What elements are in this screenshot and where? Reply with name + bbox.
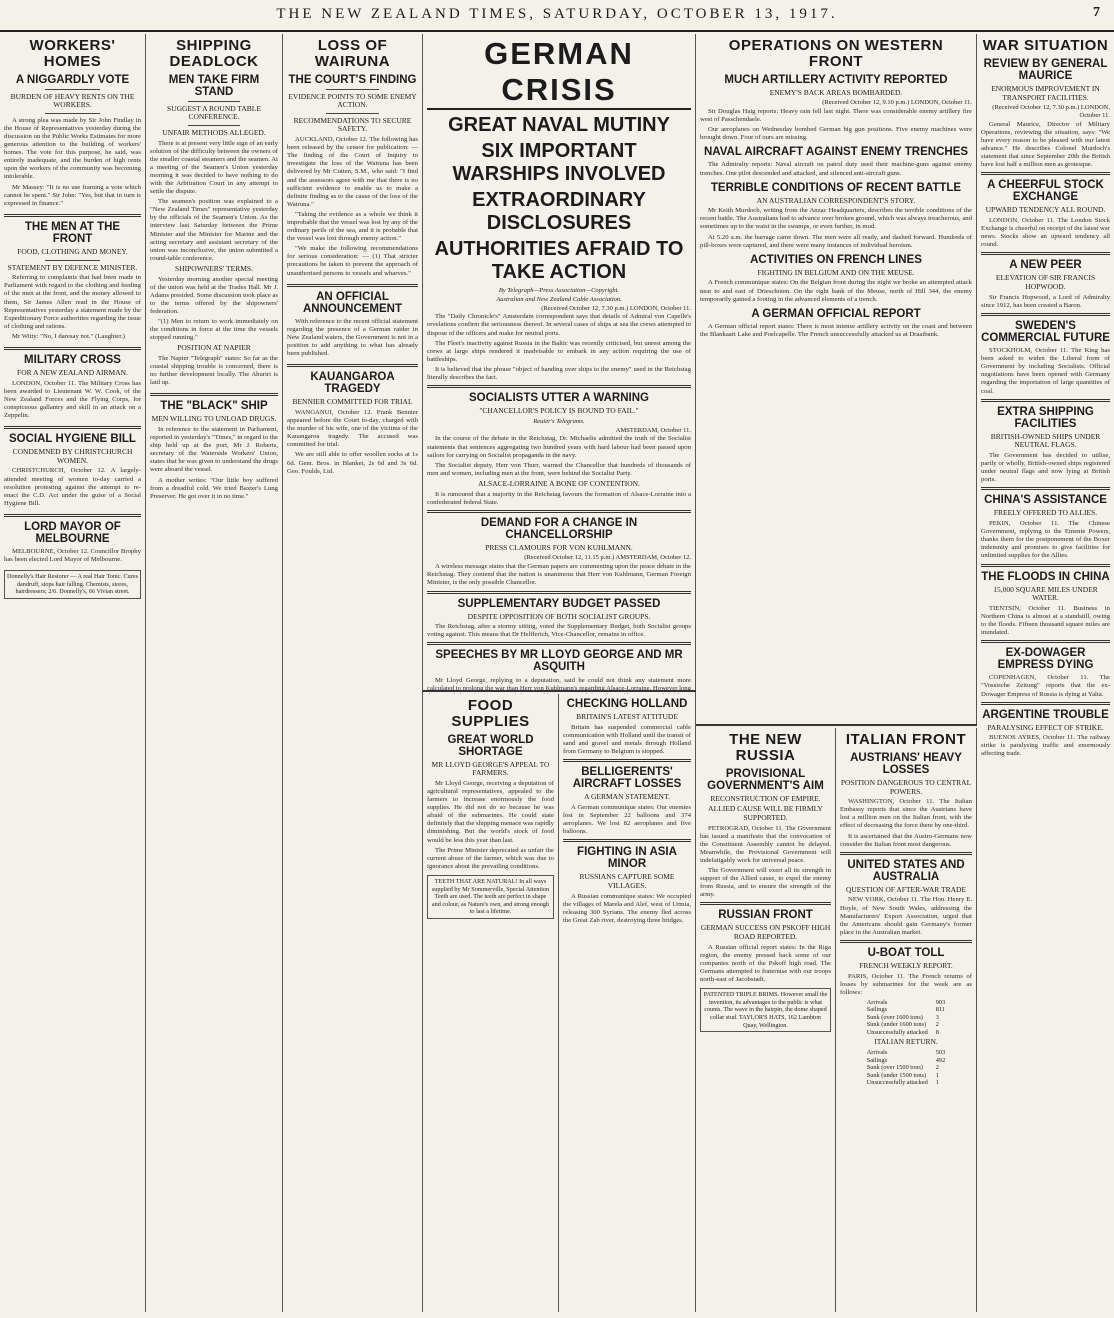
crosshead: ITALIAN RETURN. xyxy=(874,1037,938,1047)
paragraph: PETROGRAD, October 11. The Government has issued a manifesto that the convocation of the Constituent Assembly cannot be delayed. Meanwhile, the Provisional Government will indefatigably work for universal peace. xyxy=(700,824,831,864)
masthead xyxy=(0,0,1114,32)
section-divider xyxy=(563,759,691,762)
deck: BURDEN OF HEAVY RENTS ON THE WORKERS. xyxy=(10,91,135,110)
headline: EX-DOWAGER EMPRESS DYING xyxy=(997,647,1094,672)
section-rule xyxy=(423,690,696,692)
column-war-situation xyxy=(977,34,1114,1312)
paragraph: Our aeroplanes on Wednesday bombed German big gun positions. Five enemy machines were brought down. Four of ours are missing. xyxy=(700,126,972,142)
section-divider xyxy=(981,399,1110,402)
dateline: (Received October 12, 7.30 p.m.) LONDON, October 11. xyxy=(541,304,691,312)
headline: THE FLOODS IN CHINA xyxy=(981,570,1110,583)
divider xyxy=(45,113,100,114)
byline: Australian and New Zealand Cable Association. xyxy=(496,295,622,303)
deck: BRITISH-OWNED SHIPS UNDER NEUTRAL FLAGS. xyxy=(990,431,1101,450)
deck: CONDEMNED BY CHRISTCHURCH WOMEN. xyxy=(12,447,133,465)
byline: Reuter's Telegrams. xyxy=(533,417,585,425)
section-divider xyxy=(981,640,1110,643)
deck: UPWARD TENDENCY ALL ROUND. xyxy=(985,205,1106,215)
paragraph: Britain has suspended commercial cable communication with Holland until the transit of sand and gravel and metals through Holland from Germany to Belgium is stopped. xyxy=(563,723,691,755)
deck: MR LLOYD GEORGE'S APPEAL TO FARMERS. xyxy=(431,759,550,778)
article-military-cross xyxy=(4,354,141,420)
section-divider xyxy=(427,591,691,594)
headline: SOCIAL HYGIENE BILL xyxy=(9,433,136,446)
table-cell: Sailings xyxy=(866,1056,888,1064)
section-divider xyxy=(150,393,278,396)
paragraph: The Admiralty reports: Naval aircraft on patrol duty used their machine-guns against enemy trenches. One pilot descended and attacked, and silenced anti-aircraft guns. xyxy=(700,161,972,177)
paragraph: A French communique states: On the Belgian front during the night we broke an attempted attack near to and east of Drieschoten. On the right bank of the Meuse, north of Hill 344, the enemy temporarily gained a footing in the advanced elements of a trench. xyxy=(700,279,972,303)
section-divider xyxy=(700,902,831,905)
headline: AN OFFICIAL ANNOUNCEMENT xyxy=(302,290,403,315)
deck: SUGGEST A ROUND TABLE CONFERENCE. xyxy=(167,103,261,122)
table-cell: 492 xyxy=(935,1056,946,1064)
deck: MEN WILLING TO UNLOAD DRUGS. xyxy=(151,414,277,424)
paragraph: PARIS, October 11. The French returns of losses by submarines for the week are as follows: xyxy=(840,972,972,996)
paragraph: There is at present very little sign of an early solution of the difficulty between the owners of the smaller coastal steamers and the seamen. At a meeting of the Seamen's Union yesterday morning it was decided to have nothing to do with the Arbitration Court in any attempt to settle the dispute. xyxy=(150,139,278,196)
headline: SHIPPING DEADLOCK xyxy=(169,37,259,70)
table-cell: Sunk (under 1600 tons) xyxy=(866,1021,927,1029)
headline: UNITED STATES AND AUSTRALIA xyxy=(847,858,965,883)
paragraph: In reference to the statement in Parliament, reported in yesterday's "Times," in regard to the ship held up at the port, Mr J. Roberts, secretary of the Waterside Workers' Union, states that he was given to understand the drugs were aboard the vessel. xyxy=(150,425,278,474)
deck: BENNIER COMMITTED FOR TRIAL xyxy=(292,397,413,407)
deck: RECONSTRUCTION OF EMPIRE. xyxy=(710,793,821,803)
paragraph: A Russian communique states: We occupied the villages of Marela and Alef, west of Urmia, releasing 300 Syrians. The enemy fled across the Great Zab river, destroying three bridges. xyxy=(563,892,691,924)
paragraph: The Fleet's inactivity against Russia in the Baltic was recently criticised, but unrest among the crews at large ships rendered it inadvisable to embark in any action requiring the use of battleships. xyxy=(427,339,691,363)
paragraph: We are still able to offer woollen socks at 1s 6d. Gent. Bros. in Blanket, 2s 6d and 3s 6d. Geo. Foulds, Ltd. xyxy=(287,451,418,475)
deck: FOOD, CLOTHING AND MONEY. xyxy=(17,246,128,256)
paragraph: Sir Douglas Haig reports: Heavy rain fell last night. There was considerable enemy artillery fire west of Passchendaele. xyxy=(700,107,972,124)
deck: 15,000 SQUARE MILES UNDER WATER. xyxy=(993,584,1098,603)
paragraph: "We make the following recommendations for serious consideration: — (1) That stricter precautions be taken to prevent the approach of unauthorised persons to vessels and wharves." xyxy=(287,245,418,277)
section-divider xyxy=(4,214,141,217)
headline: SOCIALISTS UTTER A WARNING xyxy=(469,392,649,405)
headline: SUPPLEMENTARY BUDGET PASSED xyxy=(457,597,661,610)
table-cell: Arrivals xyxy=(866,1049,888,1056)
section-divider xyxy=(4,426,141,429)
crosshead: ALSACE-LORRAINE A BONE OF CONTENTION. xyxy=(478,478,640,488)
paragraph: Mr Witty: "No, I daresay not." (Laughter.) xyxy=(12,332,125,340)
deck: ENEMY'S BACK AREAS BOMBARDED. xyxy=(769,87,903,97)
paragraph: At 5.20 a.m. the barrage came down. The men were all ready, and dashed forward. Hundreds of pill-boxes were captured, and there were many instances of individual heroism. xyxy=(700,233,972,249)
headline: WORKERS' HOMES xyxy=(29,37,116,70)
paragraph: The Napier "Telegraph" states: So far as the coastal shipping trouble is concerned, there is no further development locally. The Ahuriri is laid up. xyxy=(150,354,278,387)
section-divider xyxy=(4,514,141,517)
headline: THE MEN AT THE FRONT xyxy=(24,220,121,245)
paragraph: AUCKLAND, October 12. The following has been released by the censor for publication: — The finding of the Court of Inquiry to investigate the loss of the Wairuna has been delivered by Mr Cutten, S.M., who said: "I find and the assessors agree with me that there is no sufficient evidence to enable us to make a definite finding as to the cause of the loss of the Wairuna." xyxy=(287,136,418,208)
table-row xyxy=(863,1079,949,1087)
section-divider xyxy=(4,347,141,350)
headline: A GERMAN OFFICIAL REPORT xyxy=(751,307,921,320)
subheadline: MEN TAKE FIRM STAND xyxy=(168,73,260,98)
byline: By Telegraph—Press Association—Copyright. xyxy=(498,287,620,294)
dateline: (Received October 12, 9.10 p.m.) LONDON, October 11. xyxy=(822,99,972,107)
table-cell: Sailings xyxy=(866,1006,888,1014)
deck: ELEVATION OF SIR FRANCIS HOPWOOD. xyxy=(995,273,1096,292)
table-row xyxy=(863,999,949,1007)
table-cell: 2 xyxy=(935,1064,939,1071)
section-divider xyxy=(981,564,1110,567)
headline: A CHEERFUL STOCK EXCHANGE xyxy=(987,179,1104,204)
paragraph: BUENOS AYRES, October 11. The railway strike is paralysing traffic and enormously affecting trade. xyxy=(981,734,1110,758)
paragraph: A Russian official report states: In the Riga region, the enemy pressed back some of our companies north of the Pskoff high road. The Germans attempted to fraternise with our troops north-east of Jacobstadt. xyxy=(700,943,831,984)
deck: EVIDENCE POINTS TO SOME ENEMY ACTION. xyxy=(288,91,417,110)
headline: CHECKING HOLLAND xyxy=(566,698,688,710)
headline: NAVAL AIRCRAFT AGAINST ENEMY TRENCHES xyxy=(703,146,969,159)
paragraph: The Prime Minister deprecated as unfair the current abuse of the farmer, which was due to ignorance about the prevailing conditions. xyxy=(427,846,554,870)
masthead-title: THE NEW ZEALAND TIMES, SATURDAY, OCTOBER 13, 1917. xyxy=(276,6,838,22)
table-cell: Sunk (under 1500 tons) xyxy=(866,1071,927,1079)
headline: BELLIGERENTS' AIRCRAFT LOSSES xyxy=(572,766,682,791)
subheadline: A NIGGARDLY VOTE xyxy=(15,73,130,86)
subheadline: PROVISIONAL GOVERNMENT'S AIM xyxy=(707,767,824,792)
headline-deck: SIX IMPORTANT WARSHIPS INVOLVED xyxy=(452,140,666,185)
section-divider xyxy=(427,385,691,388)
deck: FREELY OFFERED TO ALLIES. xyxy=(993,508,1098,518)
paragraph: PEKIN, October 11. The Chinese Government, replying to the Entente Powers, thanks them for the postponement of the Boxer indemnity and promises to give facilities for unlimited supplies for the Allies. xyxy=(981,520,1110,560)
article-loss-of-wairuna xyxy=(287,38,418,278)
deck: AN AUSTRALIAN CORRESPONDENT'S STORY. xyxy=(756,195,916,205)
paragraph: "Taking the evidence as a whole we think it improbable that the vessel was lost by any of the ordinary perils of the sea, and it is probable that the vessel was lost through enemy action." xyxy=(287,210,418,243)
paragraph: CHRISTCHURCH, October 12. A largely-attended meeting of women to-day carried a resolution protesting against the attempt to re-enact the C.D. Act under the guise of a Social Hygiene Bill. xyxy=(4,467,141,507)
divider xyxy=(188,101,239,102)
table-cell: 811 xyxy=(935,1006,945,1014)
paragraph: Mr Lloyd George, receiving a deputation of agricultural representatives, appealed to the farmers to increase enormously the food supplies. He did not do so because he was afraid of the submarines. He could state definitely that the shipping menace was rapidly diminishing. But the world's stock of food would be less this year than last. xyxy=(427,779,554,844)
headline: SPEECHES BY MR LLOYD GEORGE AND MR ASQUITH xyxy=(435,649,683,674)
divider xyxy=(45,89,100,90)
paragraph: The Government has decided to utilise, partly or wholly, British-owned ships registered under neutral flags and now lying at British ports. xyxy=(981,451,1110,484)
table-row xyxy=(863,1006,949,1014)
table-cell: Unsuccessfully attacked xyxy=(866,1079,928,1086)
section-divider xyxy=(981,702,1110,705)
subheadline: MUCH ARTILLERY ACTIVITY REPORTED xyxy=(724,73,948,86)
table-cell: Sunk (over 1500 tons) xyxy=(866,1064,923,1071)
dateline: (Received October 12, 7.30 p.m.) LONDON, October 11. xyxy=(992,104,1110,119)
headline: LORD MAYOR OF MELBOURNE xyxy=(24,520,121,545)
table-row xyxy=(863,1057,949,1065)
page-number: 7 xyxy=(1093,5,1100,20)
deck: FOR A NEW ZEALAND AIRMAN. xyxy=(17,368,128,378)
table-cell: Unsuccessfully attacked xyxy=(866,1028,928,1036)
column-german-crisis xyxy=(423,34,696,694)
headline: OPERATIONS ON WESTERN FRONT xyxy=(728,37,944,70)
paragraph: A German communique states: Our enemies lost in September 22 balloons and 374 aeroplanes. We lost 82 aeroplanes and five balloons. xyxy=(563,803,691,836)
paragraph: Mr Lloyd George, replying to a deputation, said he could not think any statement more calculated to prolong the war than Herr von Kuhlmann's regarding Alsace-Lorraine. However long xyxy=(427,676,691,692)
paragraph: WANGANUI, October 12. Frank Bennier appeared before the Court to-day, charged with the murder of his wife, one of the victims of the Kauangaroa tragedy. The accused was committed for trial. xyxy=(287,409,418,449)
paragraph: A strong plea was made by Sir John Findlay in the House of Representatives yesterday during the discussion on the Public Works Estimates for more generous attention to the building of workers' homes. The vote for this purpose, he said, was entirely inadequate, and the burden of high rents upon the workers of the community was becoming intolerable. xyxy=(4,116,141,181)
headline: THE "BLACK" SHIP xyxy=(160,400,268,413)
table-cell: 1 xyxy=(935,1079,939,1086)
paragraph: The Reichstag, after a stormy sitting, voted the Supplementary Budget, both Socialist groups voting against. This means that Dr Helfferich, Vice-Chancellor, remains in office. xyxy=(427,623,691,639)
paragraph: Sir Francis Hopwood, a Lord of Admiralty since 1912, has been created a Baron. xyxy=(981,293,1110,309)
section-divider xyxy=(287,284,418,287)
section-divider xyxy=(427,642,691,645)
deck: RECOMMENDATIONS TO SECURE SAFETY. xyxy=(293,115,412,134)
column-2 xyxy=(146,34,283,1312)
section-divider xyxy=(563,839,691,842)
article-shipping-deadlock xyxy=(150,38,278,387)
headline: U-BOAT TOLL xyxy=(867,946,945,959)
column-1 xyxy=(0,34,146,1312)
deck: RUSSIANS CAPTURE SOME VILLAGES. xyxy=(579,872,675,890)
headline: FOOD SUPPLIES xyxy=(451,697,530,730)
paragraph: Referring to complaints that had been made in Parliament with regard to the clothing and feeding of the men at the front, and the money allowed to them, Sir James Allen read in the House of Representatives yesterday a statement made by the Expeditionary Force authorities regarding the issue of clothing and rations. xyxy=(4,274,141,330)
advertisement: PATENTED TRIPLE BRIMS. However small the invention, its advantages to the public is what counts. The wave in the hairpin, the dome shaped collar stud. TAYLOR'S HATS, 162 Lambton Quay, Wellington. xyxy=(700,988,831,1032)
headline: EXTRA SHIPPING FACILITIES xyxy=(997,405,1094,430)
article-official-announcement xyxy=(287,291,418,359)
paragraph: Mr Massey: "It is no use framing a vote which cannot be spent." Sir John: "Yes, but that in turn is expressed in finance." xyxy=(4,183,141,207)
headline: ITALIAN FRONT xyxy=(845,731,967,748)
headline: WAR SITUATION xyxy=(982,37,1109,54)
section-divider xyxy=(287,364,418,367)
dateline: (Received October 12, 11.15 p.m.) AMSTERDAM, October 12. xyxy=(524,554,691,562)
table-cell: 3 xyxy=(935,1013,939,1021)
paragraph: The Government will exert all its strength in support of the Allied cause, to expel the enemy from Russia, and to ensure the strength of the army. xyxy=(700,866,831,899)
paragraph: The Socialist deputy, Herr von Thurr, warned the Chancellor that hundreds of thousands of men and women, including men at the front, were behind the Socialist Party. xyxy=(427,461,691,477)
article-kauangaroa xyxy=(287,371,418,476)
paragraph: LONDON, October 11. The London Stock Exchange is cheerful on receipt of the latest war news. Stocks show an upward tendency all round. xyxy=(981,217,1110,249)
column-checking-holland xyxy=(559,694,696,1312)
section-divider xyxy=(981,252,1110,255)
paragraph: STOCKHOLM, October 11. The King has been asked to widen the Liberal form of Government by including Socialists. Official negotiations have been opened with Germany regarding the importation of large quantities of coal. xyxy=(981,347,1110,395)
section-rule xyxy=(696,724,977,726)
italian-return-table xyxy=(863,1049,949,1087)
headline: THE NEW RUSSIA xyxy=(729,731,802,764)
paragraph: A mother writes: "Our little boy suffered from a dreadful cold. We tried Baxter's Lung Preserver. He got over it in no time." xyxy=(150,476,278,500)
section-divider xyxy=(840,852,972,855)
subheadline: GREAT WORLD SHORTAGE xyxy=(447,733,534,758)
headline: SWEDEN'S COMMERCIAL FUTURE xyxy=(981,319,1110,344)
divider xyxy=(188,125,239,126)
advertisement: TEETH THAT ARE NATURAL! In all ways supplied by Mr Sommerville, Special Attention Teeth are used. The teeth are perfect in shape and colour, as Nature's own, and strong enough to last a lifetime. xyxy=(427,875,554,919)
column-3 xyxy=(283,34,423,1312)
lead-headline: GERMAN CRISIS xyxy=(427,36,691,110)
table-row xyxy=(863,1029,949,1037)
section-divider xyxy=(981,487,1110,490)
table-cell: Arrivals xyxy=(866,998,888,1006)
paragraph: TIENTSIN, October 11. Business in Northern China is almost at a standstill, owing to the floods. Fifteen thousand square miles are inundated. xyxy=(981,604,1110,637)
paragraph: It is ascertained that the Austro-Germans now consider the Italian front most dangerous. xyxy=(840,832,972,848)
article-men-at-front xyxy=(4,221,141,341)
table-cell: 1 xyxy=(935,1071,939,1079)
section-divider xyxy=(427,510,691,513)
headline-deck: EXTRAORDINARY DISCLOSURES xyxy=(472,189,646,234)
table-cell: 2 xyxy=(935,1021,939,1029)
subheadline: AUSTRIANS' HEAVY LOSSES xyxy=(850,751,962,776)
deck: FRENCH WEEKLY REPORT. xyxy=(859,960,953,970)
section-divider xyxy=(981,172,1110,175)
paragraph: In the course of the debate in the Reichstag, Dr. Michaelis admitted the truth of the Socialist statements that sentences aggregating two hundred years with hard labour had been passed upon sailors for carrying on Socialist propaganda in the navy. xyxy=(427,435,691,459)
headline: FIGHTING IN ASIA MINOR xyxy=(577,846,677,871)
headline: MILITARY CROSS xyxy=(24,353,121,366)
paragraph: WASHINGTON, October 11. The Italian Embassy reports that since the Austrians have lost a million men on the Italian front, with the effect of decreasing the force there by one-third. xyxy=(840,798,972,830)
table-row xyxy=(863,1072,949,1080)
subheadline: THE COURT'S FINDING xyxy=(288,73,417,86)
table-cell: Sunk (over 1600 tons) xyxy=(866,1013,923,1021)
section-divider xyxy=(981,313,1110,316)
crosshead: POSITION AT NAPIER xyxy=(177,343,251,353)
divider xyxy=(45,260,100,261)
deck: "CHANCELLOR'S POLICY IS BOUND TO FAIL." xyxy=(479,406,639,416)
table-cell: 8 xyxy=(935,1028,939,1036)
deck: ALLIED CAUSE WILL BE FIRMLY SUPPORTED. xyxy=(708,804,823,822)
deck: POSITION DANGEROUS TO CENTRAL POWERS. xyxy=(840,777,972,796)
crosshead: SHIPOWNERS' TERMS. xyxy=(175,263,253,273)
headline: RUSSIAN FRONT xyxy=(718,909,813,922)
headline-deck: AUTHORITIES AFRAID TO TAKE ACTION xyxy=(434,238,684,283)
paragraph: The "Daily Chronicle's" Amsterdam correspondent says that details of Admiral von Capelle's revelations confirm the seriousness thereof. In several cases of ships at sea the crews attempted to dispose of the officers and make for neutral ports. xyxy=(427,313,691,337)
table-cell: 503 xyxy=(935,1049,946,1056)
paragraph: It is rumoured that a majority in the Reichstag favours the formation of Alsace-Lorraine into a confederated federal State. xyxy=(427,490,691,506)
deck: A GERMAN STATEMENT. xyxy=(584,792,670,802)
headline: TERRIBLE CONDITIONS OF RECENT BATTLE xyxy=(710,181,962,194)
table-row xyxy=(863,1049,949,1057)
paragraph: It is believed that the phrase "object of handing over ships to the enemy" used in the Reichstag literally describes the fact. xyxy=(427,365,691,382)
deck: BRITAIN'S LATEST ATTITUDE xyxy=(576,712,678,722)
deck: FIGHTING IN BELGIUM AND ON THE MEUSE. xyxy=(757,267,915,277)
headline: A NEW PEER xyxy=(1009,259,1082,272)
paragraph: A wireless message states that the German papers are commenting upon the peace debate in the Reichstag. They contend that the nation is unanimous that Herr von Kuhlmann, German Foreign Minister, is the only possible Chancellor. xyxy=(427,563,691,587)
paragraph: "(1) Men to return to work immediately on the conditions in force at the time the vessels stopped running." xyxy=(150,318,278,342)
advertisement: Donnelly's Hair Restorer — A real Hair Tonic. Cures dandruff, stops hair falling. Chemists, stores, hairdressers; 2/6. Donnelly's, 66 Vivian street. xyxy=(4,570,141,599)
deck: PARALYSING EFFECT OF STRIKE. xyxy=(987,722,1104,732)
subheadline: REVIEW BY GENERAL MAURICE xyxy=(983,57,1108,82)
dateline: AMSTERDAM, October 11. xyxy=(615,426,691,434)
article-lord-mayor xyxy=(4,521,141,564)
deck: STATEMENT BY DEFENCE MINISTER. xyxy=(7,262,138,272)
section-divider xyxy=(840,940,972,943)
article-black-ship xyxy=(150,400,278,501)
uboat-table xyxy=(863,999,949,1037)
column-food-supplies xyxy=(423,694,559,1312)
headline: ARGENTINE TROUBLE xyxy=(982,708,1109,721)
paragraph: Yesterday morning another special meeting of the union was held at the Trades Hall. Mr J. Adams presided. Some discussion took place as to the terms offered by the shipowners' federation. xyxy=(150,275,278,315)
table-cell: 903 xyxy=(935,998,946,1006)
paragraph: Mr Keith Murdoch, writing from the Anzac Headquarters, describes the terrible conditions of the recent battle. The Australians had to advance over broken ground, which was always treacherous, and sometimes up to the waist in the swamps, or even further, in mud. xyxy=(700,207,972,231)
table-row xyxy=(863,1014,949,1022)
column-new-russia xyxy=(696,728,836,1312)
paragraph: COPENHAGEN, October 11. The "Vossische Zeitung" reports that the ex-Dowager Empress of Russia is dying at Yalta. xyxy=(981,674,1110,698)
divider xyxy=(326,89,378,90)
deck: UNFAIR METHODS ALLEGED. xyxy=(162,127,266,137)
deck: ENORMOUS IMPROVEMENT IN TRANSPORT FACILITIES. xyxy=(991,83,1100,102)
headline: CHINA'S ASSISTANCE xyxy=(984,494,1107,507)
table-row xyxy=(863,1021,949,1029)
paragraph: General Maurice, Director of Military Operations, reviewing the situation, says: "We have every reason to be pleased with our latest advance." He describes Colonel Murdoch's statement that since September 20th the British have lost half a million men as grotesque. xyxy=(981,120,1110,169)
headline: DEMAND FOR A CHANGE IN CHANCELLORSHIP xyxy=(480,516,638,541)
table-row xyxy=(863,1064,949,1072)
paragraph: The seamen's position was explained to a "New Zealand Times" representative yesterday by the officials of the Seamen's Union. As the interview last Saturday between the Prime Minister and the Minister for Marine and the acting secretary and assistant secretary of the union was inconclusive, the union submitted a round-table conference. xyxy=(150,198,278,262)
column-western-front xyxy=(696,34,977,724)
headline: KAUANGAROA TRAGEDY xyxy=(310,371,395,396)
article-workers-homes xyxy=(4,38,141,208)
headline: LOSS OF WAIRUNA xyxy=(314,37,391,70)
paragraph: NEW YORK, October 11. The Hon. Henry E. Hoyle, of New South Wales, addressing the Manufacturers' Export Association, urged that the Americans should gain Germany's former place in the Australian market. xyxy=(840,896,972,936)
divider xyxy=(326,113,378,114)
headline: ACTIVITIES ON FRENCH LINES xyxy=(750,253,922,266)
paragraph: A German official report states: There is most intense artillery activity on the coast and between the Blankaart Lake and Poelcapelle. The French unsuccessfully attacked us at Draaibank. xyxy=(700,322,972,338)
article-social-hygiene xyxy=(4,433,141,508)
deck: DESPITE OPPOSITION OF BOTH SOCIALIST GROUPS. xyxy=(467,611,651,621)
paragraph: With reference to the recent official statement regarding the presence of a German raider in New Zealand waters, the Government is not in a position to add anything to what has already been published. xyxy=(287,317,418,358)
paragraph: LONDON, October 11. The Military Cross has been awarded to Lieutenant W. W. Cook, of the New Zealand Forces and the Flying Corps, for conspicuous gallantry and skill in an attack on a Zeppelin. xyxy=(4,379,141,420)
headline-deck: GREAT NAVAL MUTINY xyxy=(448,114,670,136)
deck: GERMAN SUCCESS ON PSKOFF HIGH ROAD REPORTED. xyxy=(700,923,831,942)
deck: PRESS CLAMOURS FOR VON KUHLMANN. xyxy=(485,542,633,552)
paragraph: MELBOURNE, October 12. Councillor Brophy has been elected Lord Mayor of Melbourne. xyxy=(4,548,141,564)
deck: QUESTION OF AFTER-WAR TRADE xyxy=(845,884,967,894)
column-italian-front xyxy=(836,728,977,1312)
